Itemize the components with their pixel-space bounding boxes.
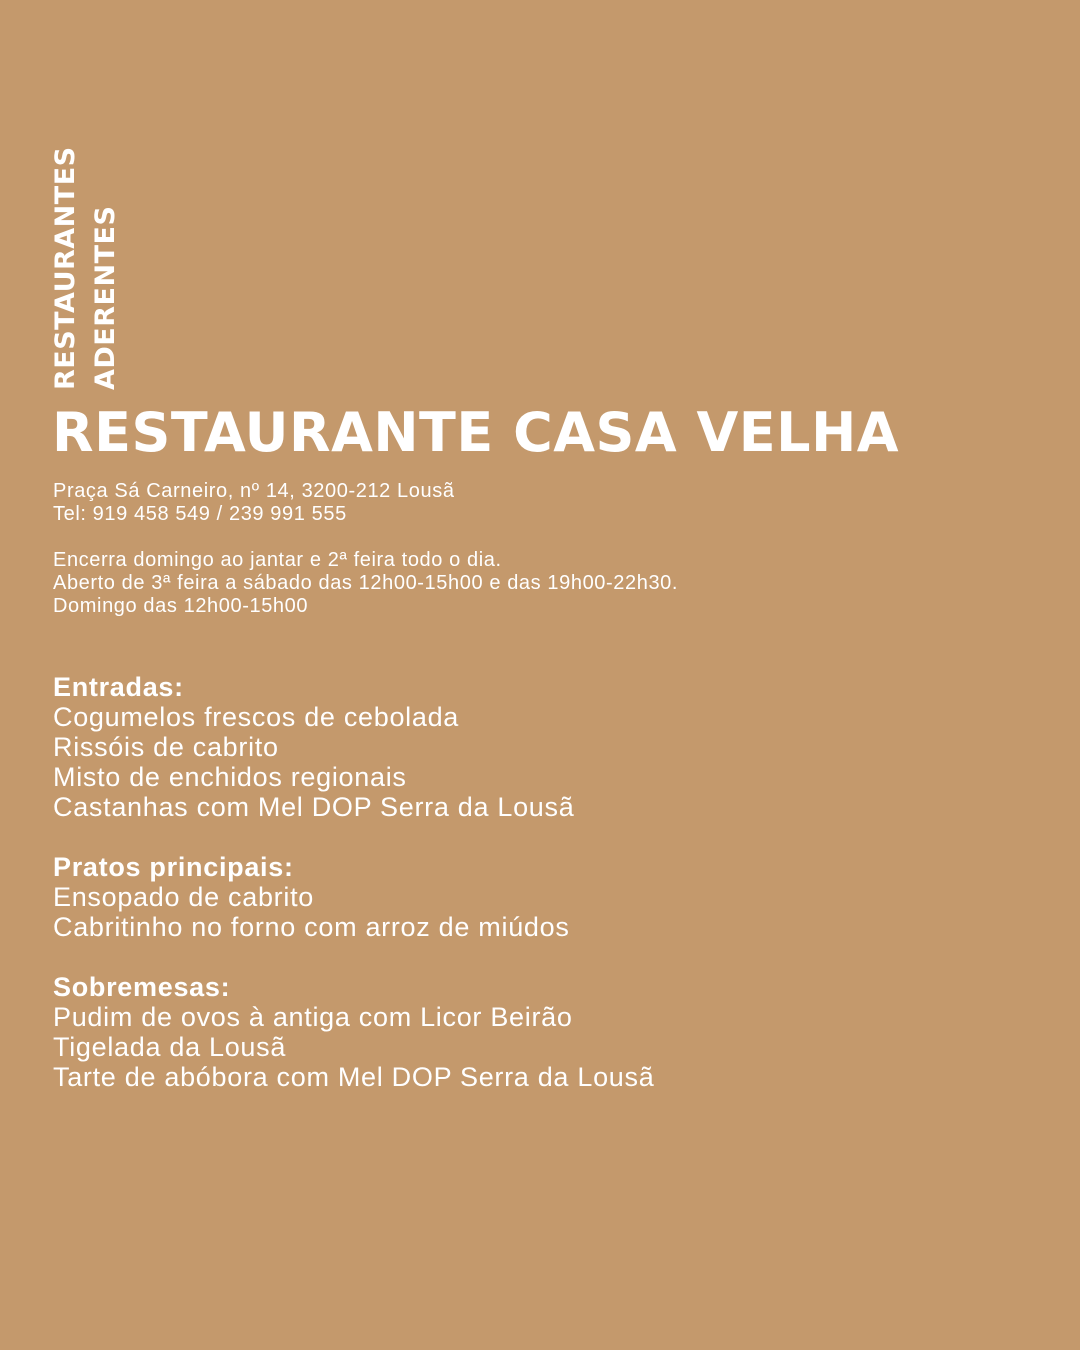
menu-heading: Entradas: bbox=[53, 672, 184, 702]
menu-heading: Pratos principais: bbox=[53, 852, 294, 882]
open-hours: Aberto de 3ª feira a sábado das 12h00-15h00 e das 19h00-22h30. bbox=[53, 572, 679, 594]
menu-item: Castanhas com Mel DOP Serra da Lousã bbox=[53, 792, 575, 822]
closed-days: Encerra domingo ao jantar e 2ª feira todo o dia. bbox=[53, 549, 502, 571]
menu-section-starters bbox=[53, 672, 654, 822]
menu-item: Tarte de abóbora com Mel DOP Serra da Lousã bbox=[53, 1062, 655, 1092]
opening-hours bbox=[53, 549, 678, 618]
menu-item: Misto de enchidos regionais bbox=[53, 762, 407, 792]
sunday-hours: Domingo das 12h00-15h00 bbox=[53, 595, 309, 617]
menu-section-desserts bbox=[53, 972, 654, 1092]
menu-item: Cabritinho no forno com arroz de miúdos bbox=[53, 912, 570, 942]
menu-item: Tigelada da Lousã bbox=[53, 1032, 287, 1062]
menu-item: Cogumelos frescos de cebolada bbox=[53, 702, 460, 732]
menu-heading: Sobremesas: bbox=[53, 972, 231, 1002]
restaurant-title: RESTAURANTE CASA VELHA bbox=[52, 401, 900, 464]
menu-item: Ensopado de cabrito bbox=[53, 882, 314, 912]
contact-block bbox=[53, 480, 455, 526]
phone: Tel: 919 458 549 / 239 991 555 bbox=[53, 503, 347, 525]
side-label bbox=[50, 146, 132, 390]
menu-section-mains bbox=[53, 852, 654, 942]
side-label-restaurantes: RESTAURANTES bbox=[50, 146, 81, 390]
menu-item: Pudim de ovos à antiga com Licor Beirão bbox=[53, 1002, 573, 1032]
menu-item: Rissóis de cabrito bbox=[53, 732, 279, 762]
side-label-aderentes: ADERENTES bbox=[90, 205, 121, 390]
menu bbox=[53, 672, 654, 1122]
address: Praça Sá Carneiro, nº 14, 3200-212 Lousã bbox=[53, 480, 455, 502]
